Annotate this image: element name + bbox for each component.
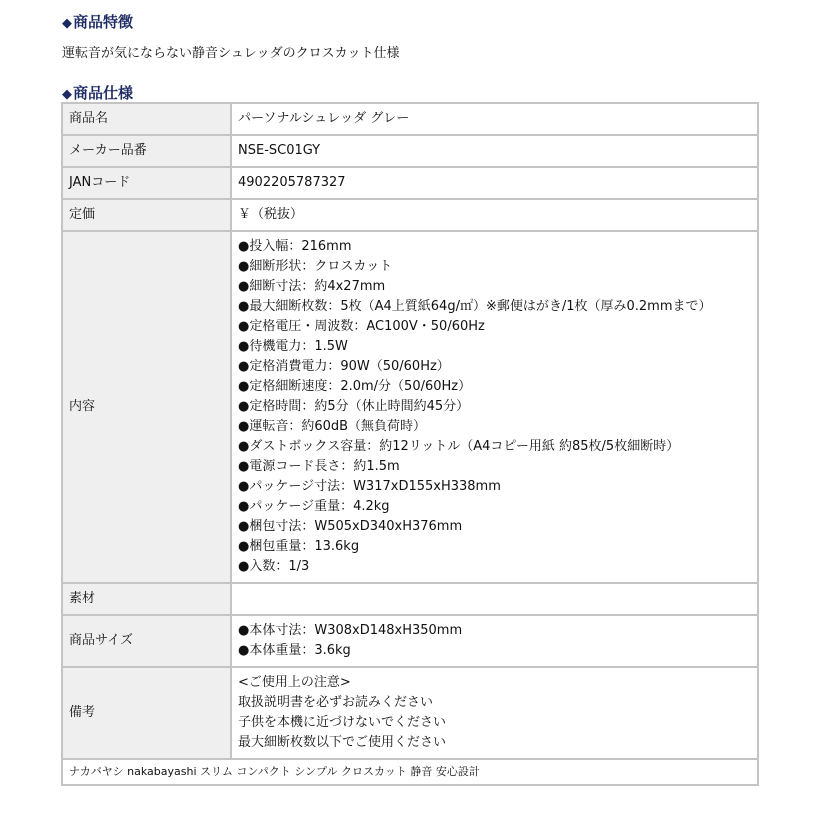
list-item: ●梱包重量：13.6kg xyxy=(238,539,360,554)
list-item: ●定格細断速度：2.0m/分（50/60Hz） xyxy=(238,379,472,394)
contents-list xyxy=(231,231,758,583)
list-item: ●梱包寸法：W505xD340xH376mm xyxy=(238,519,463,534)
specs-heading xyxy=(62,84,133,104)
table-row-footer xyxy=(62,759,758,785)
row-label: JANコード xyxy=(62,167,231,199)
list-item: ●細断形状：クロスカット xyxy=(238,259,393,274)
row-value: NSE-SC01GY xyxy=(231,135,758,167)
features-heading-text: 商品特徴 xyxy=(73,13,134,31)
list-item: 子供を本機に近づけないでください xyxy=(238,715,447,730)
size-list xyxy=(231,615,758,667)
specs-heading-text: 商品仕様 xyxy=(73,84,134,102)
table-row xyxy=(62,199,758,231)
row-value: 4902205787327 xyxy=(231,167,758,199)
list-item: ●本体寸法：W308xD148xH350mm xyxy=(238,623,463,638)
spec-table xyxy=(61,102,759,786)
list-item: ●ダストボックス容量：約12リットル（A4コピー用紙 約85枚/5枚細断時） xyxy=(238,439,680,454)
list-item: ●入数：1/3 xyxy=(238,559,310,574)
list-item: ●運転音：約60dB（無負荷時） xyxy=(238,419,427,434)
list-item: ●定格時間：約5分（休止時間約45分） xyxy=(238,399,470,414)
row-value: パーソナルシュレッダ グレー xyxy=(231,103,758,135)
list-item: ●定格電圧・周波数：AC100V・50/60Hz xyxy=(238,319,485,334)
table-row-notes xyxy=(62,667,758,759)
diamond-icon: ◆ xyxy=(62,16,72,31)
table-row xyxy=(62,167,758,199)
row-value: ￥（税抜） xyxy=(231,199,758,231)
list-item: ●定格消費電力：90W（50/60Hz） xyxy=(238,359,450,374)
row-value xyxy=(231,583,758,615)
features-heading xyxy=(62,13,133,33)
list-item: ●投入幅：216mm xyxy=(238,239,352,254)
table-row-contents xyxy=(62,231,758,583)
row-label: 素材 xyxy=(62,583,231,615)
list-item: <ご使用上の注意> xyxy=(238,675,351,690)
row-label: 備考 xyxy=(62,667,231,759)
row-label: 定価 xyxy=(62,199,231,231)
diamond-icon: ◆ xyxy=(62,87,72,102)
list-item: ●パッケージ寸法：W317xD155xH338mm xyxy=(238,479,501,494)
list-item: ●電源コード長さ：約1.5m xyxy=(238,459,400,474)
notes-list xyxy=(231,667,758,759)
list-item: ●本体重量：3.6kg xyxy=(238,643,351,658)
list-item: ●待機電力：1.5W xyxy=(238,339,348,354)
list-item: ●パッケージ重量：4.2kg xyxy=(238,499,390,514)
list-item: ●最大細断枚数：5枚（A4上質紙64g/㎡）※郵便はがき/1枚（厚み0.2mmまで） xyxy=(238,299,712,314)
row-label: 内容 xyxy=(62,231,231,583)
row-label: 商品名 xyxy=(62,103,231,135)
list-item: 最大細断枚数以下でご使用ください xyxy=(238,735,447,750)
features-text: 運転音が気にならない静音シュレッダのクロスカット仕様 xyxy=(62,46,400,61)
footer-keywords: ナカバヤシ nakabayashi スリム コンパクト シンプル クロスカット 静音 安心設計 xyxy=(62,759,758,785)
table-row-material xyxy=(62,583,758,615)
list-item: 取扱説明書を必ずお読みください xyxy=(238,695,434,710)
table-row-size xyxy=(62,615,758,667)
row-label: 商品サイズ xyxy=(62,615,231,667)
table-row xyxy=(62,103,758,135)
list-item: ●細断寸法：約4x27mm xyxy=(238,279,386,294)
row-label: メーカー品番 xyxy=(62,135,231,167)
table-row xyxy=(62,135,758,167)
